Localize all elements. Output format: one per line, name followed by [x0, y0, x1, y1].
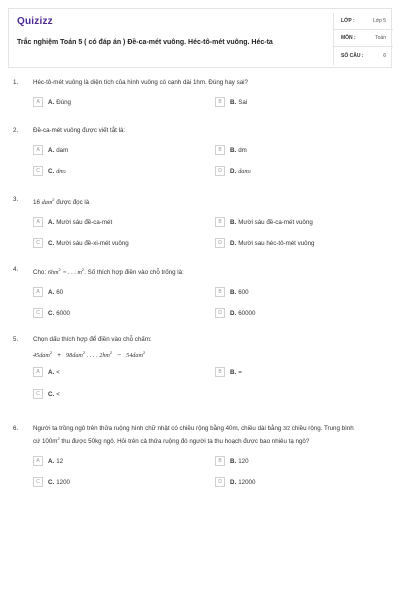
option-letter: C.	[48, 309, 55, 317]
answer-options	[13, 166, 391, 180]
answer-options	[13, 287, 391, 301]
math-term: . . . . 2hm	[86, 352, 110, 360]
math-term: 54dam	[126, 352, 143, 360]
superscript: 2	[248, 168, 252, 174]
option-a[interactable]	[33, 287, 63, 297]
option-letter: B.	[230, 218, 237, 226]
option-text: dam	[238, 167, 249, 175]
answer-options	[13, 456, 391, 470]
question-number: 2.	[13, 127, 19, 134]
option-box: A	[33, 145, 43, 155]
option-b[interactable]	[215, 287, 249, 297]
option-text: 60000	[238, 309, 256, 317]
fraction: 3/2	[283, 426, 291, 432]
question-5	[13, 335, 391, 403]
option-b[interactable]	[215, 367, 242, 377]
question-text-part: chiều rộng. Trung bình	[291, 425, 354, 432]
question-text-part: thu được 50kg ngô. Hỏi trên cả thửa ruộng đó người ta thu hoạch được bao nhiêu tạ ngô?	[61, 438, 310, 446]
option-b[interactable]	[215, 145, 247, 155]
option-letter: B.	[230, 288, 237, 296]
math-operator: +	[57, 352, 61, 360]
option-box: D	[215, 477, 225, 487]
question-text	[33, 265, 391, 277]
option-box: B	[215, 97, 225, 107]
question-text-part: cứ 100m	[33, 438, 58, 446]
option-text: 1200	[56, 478, 70, 486]
meta-label: SỐ CÂU :	[341, 52, 364, 59]
answer-options	[13, 389, 391, 403]
option-box: C	[33, 389, 43, 399]
option-box: B	[215, 287, 225, 297]
option-text: Sai	[238, 98, 248, 106]
question-6	[13, 424, 391, 491]
option-box: A	[33, 367, 43, 377]
comparison-formula	[33, 350, 391, 359]
answer-options	[13, 477, 391, 491]
meta-row-subject	[334, 30, 393, 47]
question-4	[13, 265, 391, 322]
option-box: D	[215, 238, 225, 248]
option-text: 120	[238, 457, 249, 465]
meta-value: Toán	[375, 35, 386, 41]
answer-options	[13, 308, 391, 322]
option-box: C	[33, 308, 43, 318]
option-text: 600	[238, 288, 249, 296]
option-box: B	[215, 145, 225, 155]
option-letter: D.	[230, 309, 237, 317]
superscript: 2	[81, 267, 85, 272]
meta-value: 6	[383, 52, 386, 59]
question-text-part: Cho:	[33, 269, 47, 277]
option-box: D	[215, 308, 225, 318]
option-letter: A.	[48, 368, 55, 376]
question-1	[13, 78, 391, 111]
superscript: 2	[82, 350, 86, 355]
option-text: dam	[56, 146, 69, 154]
question-number: 4.	[13, 266, 19, 273]
question-number: 3.	[13, 196, 19, 203]
superscript: 2	[142, 350, 146, 355]
math-term: = . . . m	[62, 269, 82, 277]
question-text: Chọn dấu thích hợp để điền vào chỗ chấm:	[33, 336, 152, 343]
option-text: Mười sau héc-tô-mét vuông	[238, 239, 315, 247]
option-box: A	[33, 287, 43, 297]
question-3	[13, 195, 391, 252]
math-term: 6hm	[47, 269, 59, 277]
answer-options	[13, 238, 391, 252]
option-box: B	[215, 456, 225, 466]
option-a[interactable]	[33, 456, 63, 466]
option-text: 12000	[238, 478, 256, 486]
option-letter: D.	[230, 167, 237, 175]
superscript: 2	[58, 267, 61, 272]
option-box: C	[33, 166, 43, 176]
worksheet-header	[8, 8, 392, 68]
option-box: B	[215, 217, 225, 227]
option-letter: A.	[48, 457, 55, 465]
option-b[interactable]	[215, 456, 249, 466]
superscript: 2	[49, 350, 53, 355]
meta-row-count	[334, 47, 393, 64]
option-box: C	[33, 477, 43, 487]
option-text: Mười sáu đề-ca-mét vuông	[238, 218, 313, 226]
option-c[interactable]	[33, 389, 60, 399]
question-number: 6.	[13, 425, 19, 432]
option-letter: B.	[230, 368, 237, 376]
option-letter: C.	[48, 239, 55, 247]
option-c[interactable]	[33, 308, 70, 318]
quizizz-logo: Quizizz	[17, 16, 53, 27]
option-d[interactable]	[215, 238, 314, 248]
option-letter: A.	[48, 146, 55, 154]
question-2	[13, 126, 391, 180]
math-term: 98dam	[66, 352, 83, 360]
option-d[interactable]	[215, 477, 255, 487]
question-text	[33, 195, 391, 207]
option-box: B	[215, 367, 225, 377]
option-c[interactable]	[33, 477, 70, 487]
option-letter: B.	[230, 146, 237, 154]
option-box: D	[215, 166, 225, 176]
superscript: 2	[109, 350, 113, 355]
option-text: 12	[56, 457, 64, 465]
question-text-part: . Số thích hợp điền vào chỗ trống là:	[84, 269, 184, 277]
meta-row-class	[334, 13, 393, 30]
option-letter: C.	[48, 167, 55, 175]
question-text: Đề-ca-mét vuông được viết tắt là:	[33, 127, 126, 134]
math-term: 45dam	[33, 352, 50, 360]
question-text	[33, 424, 391, 446]
option-letter: C.	[48, 478, 55, 486]
meta-value: Lớp 5	[372, 18, 386, 24]
question-text: Héc-tô-mét vuông là diện tích của hình vuông có cạnh dài 1hm. Đúng hay sai?	[33, 79, 248, 86]
option-text: dm	[56, 167, 64, 175]
option-letter: A.	[48, 218, 55, 226]
option-c[interactable]	[33, 166, 66, 176]
option-text: Mười sáu đề-ca-mét	[56, 218, 113, 226]
option-text: 6000	[56, 309, 70, 317]
option-text: Mười sáu đề-xi-mét vuông	[56, 239, 129, 247]
question-text-part: được đọc là	[56, 199, 90, 207]
answer-options	[13, 217, 391, 231]
option-text: 60	[56, 288, 64, 296]
option-letter: A.	[48, 288, 55, 296]
option-d[interactable]	[215, 308, 255, 318]
option-a[interactable]	[33, 217, 112, 227]
option-text: <	[56, 390, 60, 398]
option-box: A	[33, 217, 43, 227]
worksheet-title: Trắc nghiệm Toán 5 ( có đáp án ) Đề-ca-mét vuông. Héc-tô-mét vuông. Héc-ta	[17, 39, 273, 46]
option-box: A	[33, 97, 43, 107]
superscript: 2	[63, 168, 66, 174]
superscript: 2	[57, 436, 60, 441]
option-a[interactable]	[33, 145, 68, 155]
option-d[interactable]	[215, 166, 251, 176]
option-letter: D.	[230, 239, 237, 247]
option-letter: D.	[230, 478, 237, 486]
question-text-part: Người ta trồng ngô trên thửa ruộng hình chữ nhật có chiều rộng bằng 40m, chiều dài bằng	[33, 425, 282, 432]
option-text: <	[56, 368, 60, 376]
option-a[interactable]	[33, 367, 60, 377]
option-text: Đúng	[56, 98, 71, 106]
question-text-part: 16	[33, 199, 40, 207]
math-operator: −	[117, 352, 121, 360]
option-b[interactable]	[215, 217, 313, 227]
answer-options	[13, 97, 391, 111]
option-letter: C.	[48, 390, 55, 398]
option-letter: B.	[230, 457, 237, 465]
option-box: C	[33, 238, 43, 248]
question-number: 5.	[13, 336, 19, 343]
answer-options	[13, 367, 391, 381]
option-b[interactable]	[215, 97, 247, 107]
meta-label: MÔN :	[341, 35, 356, 41]
option-c[interactable]	[33, 238, 129, 248]
option-box: A	[33, 456, 43, 466]
option-letter: B.	[230, 98, 237, 106]
superscript: 2	[52, 197, 55, 202]
option-letter: A.	[48, 98, 55, 106]
option-text: dm	[238, 146, 247, 154]
math-term: dam	[41, 199, 53, 207]
option-a[interactable]	[33, 97, 71, 107]
answer-options	[13, 145, 391, 159]
question-number: 1.	[13, 79, 19, 86]
worksheet-meta	[333, 13, 393, 65]
option-text: =	[238, 368, 242, 376]
meta-label: LỚP :	[341, 18, 355, 24]
